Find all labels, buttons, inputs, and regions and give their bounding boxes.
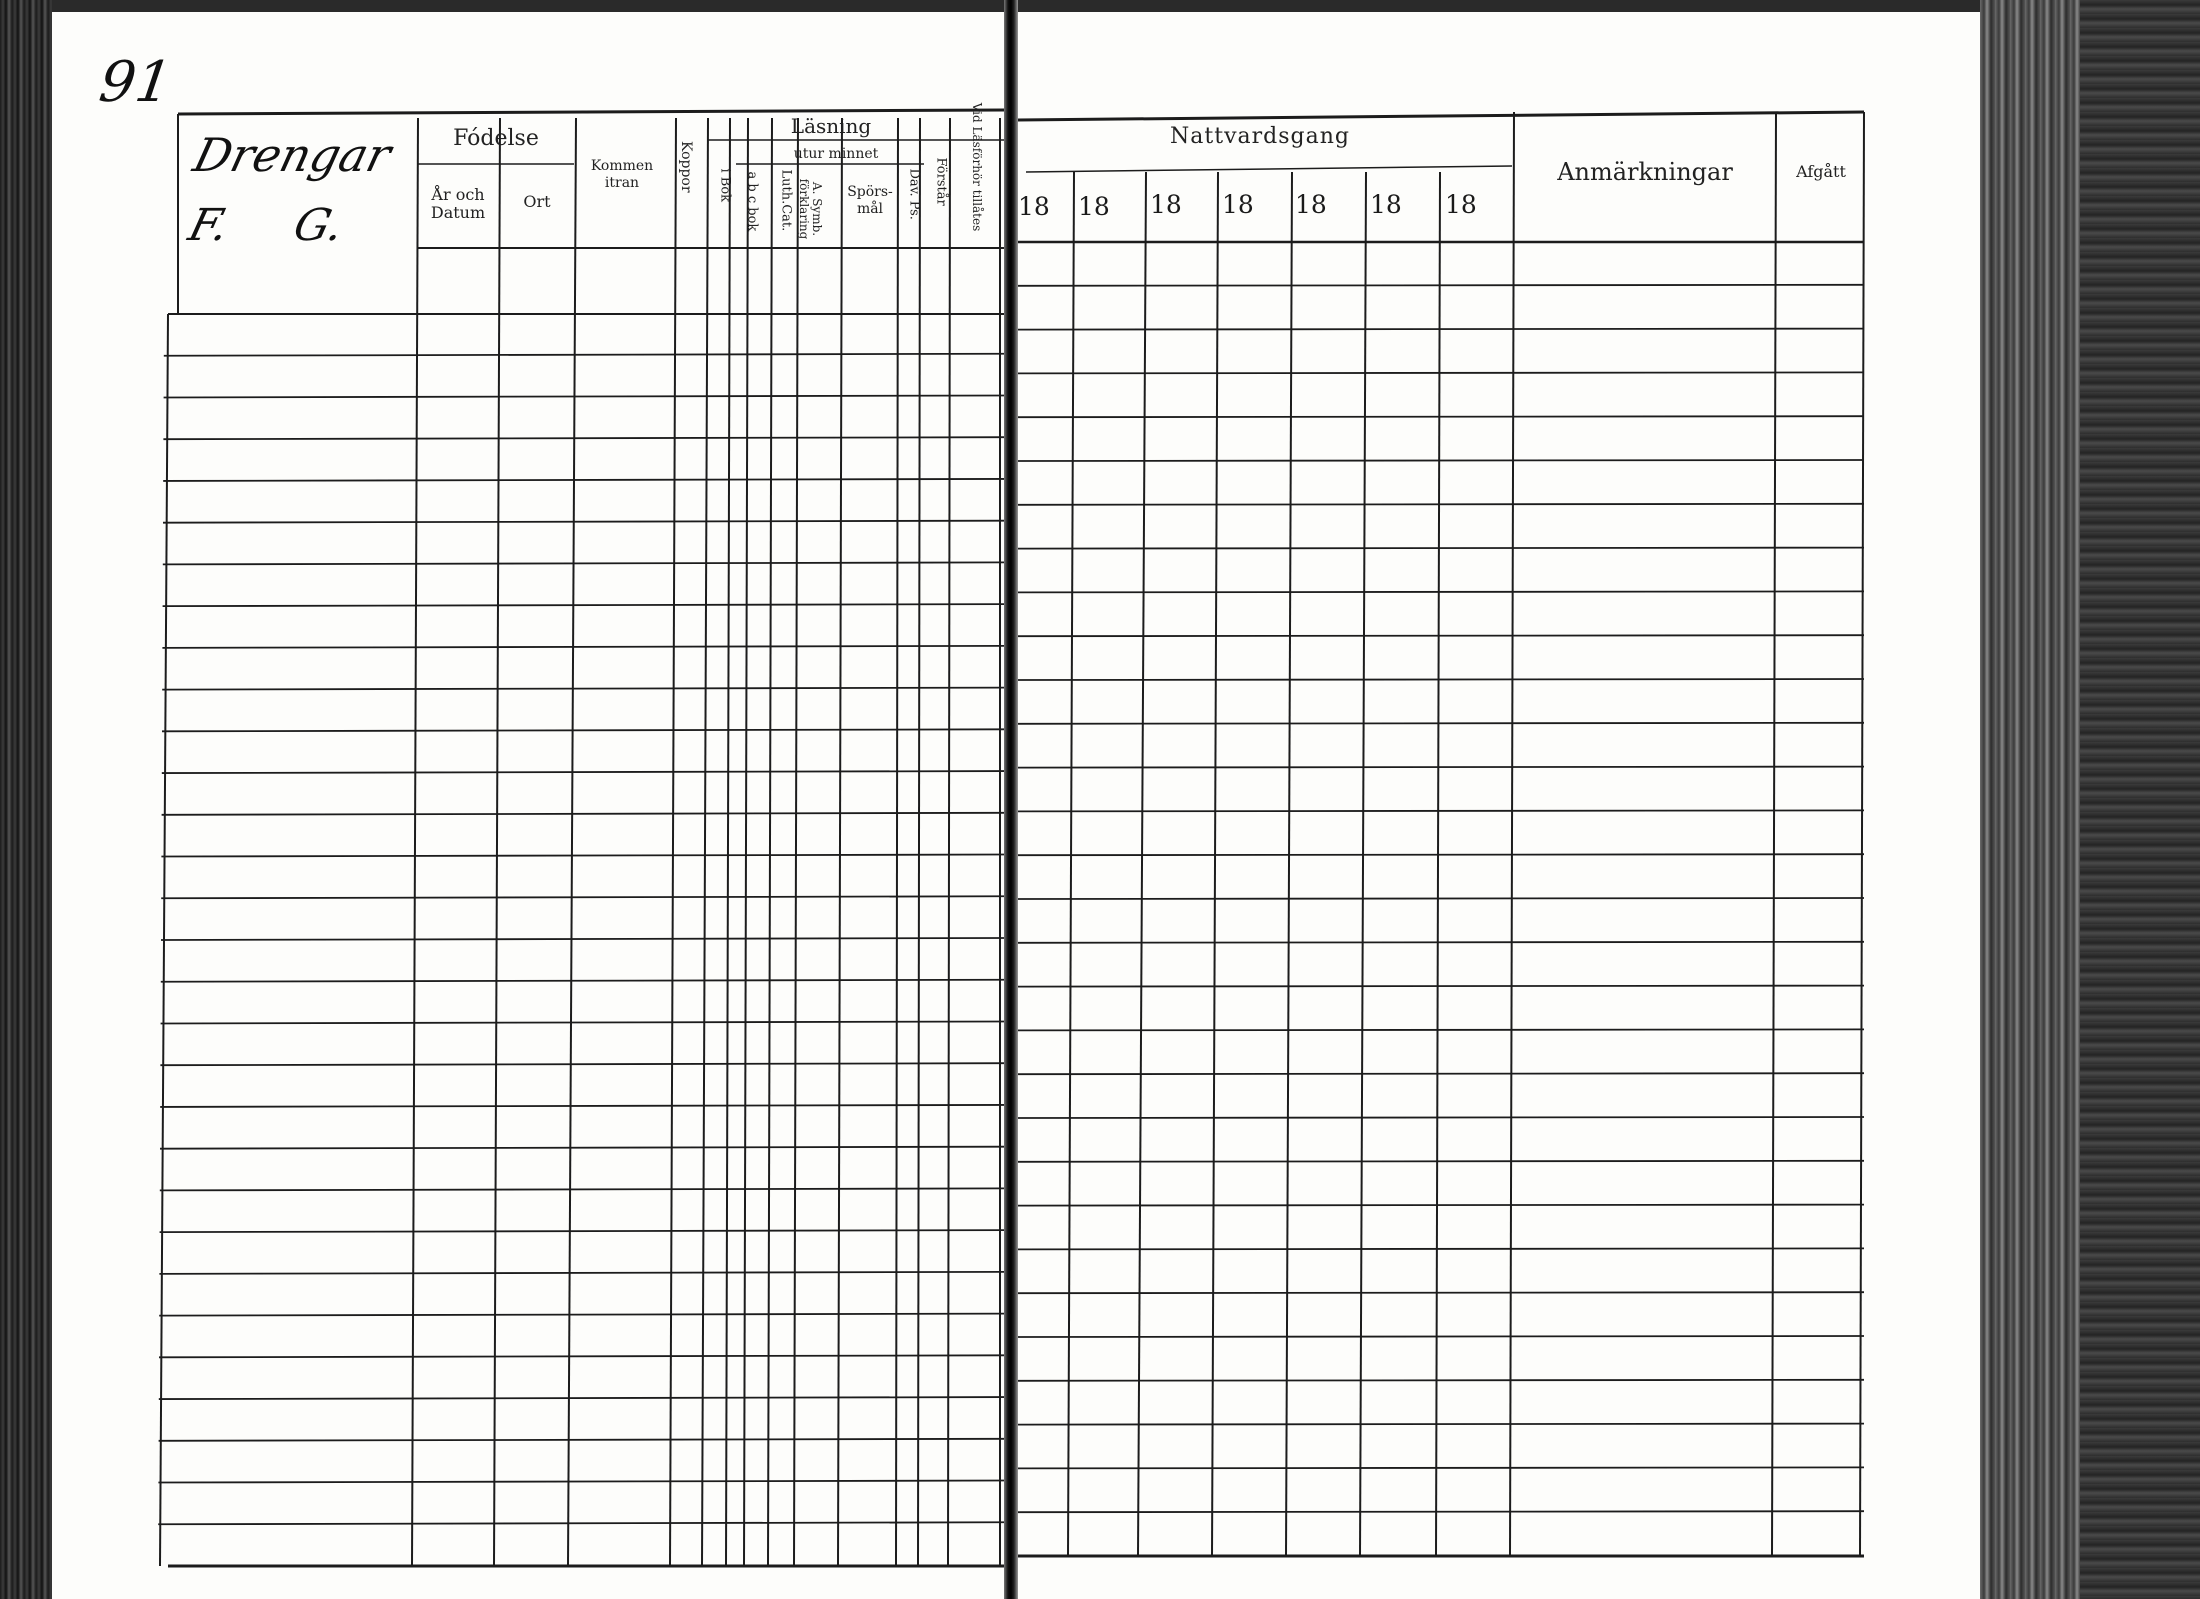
row-rule: [1018, 942, 1864, 943]
row-rule: [1018, 1380, 1864, 1381]
column-rule-2: [568, 118, 576, 1566]
row-rule: [159, 1397, 1004, 1399]
lasning-a-symb: A. Symb. förklaring: [797, 178, 824, 240]
row-rule: [160, 1147, 1004, 1149]
row-rule: [1018, 1424, 1864, 1425]
column-rule-0: [1068, 172, 1074, 1556]
row-rule: [160, 1230, 1004, 1232]
row-rule: [162, 729, 1004, 731]
row-rule: [164, 395, 1004, 397]
year-6: 18: [1370, 190, 1402, 219]
lasning-luth-cat: Luth.Cat.: [778, 169, 794, 232]
row-rule: [160, 1188, 1004, 1190]
left-grid: [158, 110, 1004, 1566]
column-rule-9: [838, 118, 842, 1566]
row-rule: [1018, 591, 1864, 592]
column-rule-1: [1138, 172, 1146, 1556]
column-rule-8: [794, 118, 798, 1566]
row-rule: [1018, 460, 1864, 461]
row-rule: [1018, 1467, 1864, 1468]
row-rule: [1018, 1248, 1864, 1249]
row-rule: [159, 1439, 1004, 1441]
kommunion-label: Kommen itran: [590, 158, 654, 191]
row-rule: [161, 938, 1004, 940]
row-rule: [162, 813, 1004, 815]
row-rule: [159, 1314, 1004, 1316]
row-rule: [1018, 504, 1864, 505]
row-rule: [1018, 679, 1864, 680]
row-rule: [161, 896, 1004, 898]
lasning-title: Läsning: [790, 114, 872, 138]
column-rule-7: [768, 118, 772, 1566]
row-rule: [161, 855, 1004, 857]
nattvardsgang-title: Nattvardsgang: [1170, 124, 1350, 149]
row-rule: [162, 771, 1004, 773]
row-rule: [1018, 635, 1864, 636]
lasning-sports-mal: Spörs-mål: [847, 184, 893, 217]
year-1: 18: [1018, 192, 1050, 221]
row-rule: [163, 604, 1004, 606]
row-rule: [1018, 767, 1864, 768]
nattvard-divider: [1026, 166, 1512, 172]
row-rule: [162, 688, 1004, 690]
right-grid: [1018, 112, 1864, 1556]
row-rule: [159, 1355, 1004, 1357]
column-rule-5: [1436, 172, 1440, 1556]
column-rule-10: [896, 118, 898, 1566]
row-rule: [163, 437, 1004, 439]
column-rule-1: [494, 118, 500, 1566]
year-2: 18: [1078, 192, 1110, 221]
mark-f: F.: [183, 200, 235, 251]
row-rule: [1018, 1511, 1864, 1512]
mark-g: G.: [288, 200, 349, 251]
row-rule: [164, 354, 1004, 356]
row-rule: [161, 1021, 1004, 1023]
row-rule: [1018, 416, 1864, 417]
row-rule: [161, 980, 1004, 982]
table-top-border: [1018, 112, 1864, 120]
row-rule: [163, 562, 1004, 564]
row-rule: [1018, 854, 1864, 855]
row-rule: [1018, 372, 1864, 373]
row-rule: [1018, 723, 1864, 724]
row-rule: [1018, 1029, 1864, 1030]
row-rule: [1018, 898, 1864, 899]
nattvard-tillats: Vid Läsförhör tillåtes: [970, 102, 984, 232]
row-rule: [1018, 1117, 1864, 1118]
page-number: 91: [95, 50, 176, 115]
column-rule-3: [1286, 172, 1292, 1556]
row-rule: [1018, 285, 1864, 286]
anmarkningar-title: Anmärkningar: [1557, 158, 1733, 186]
column-rule-12: [948, 118, 950, 1566]
row-rule: [1018, 1073, 1864, 1074]
column-rule-4: [702, 118, 708, 1566]
row-rule: [158, 1522, 1004, 1524]
fodelse-year-date: År och Datum: [430, 185, 486, 222]
row-rule: [1018, 1205, 1864, 1206]
column-rule-6: [744, 118, 748, 1566]
year-3: 18: [1150, 190, 1182, 219]
row-rule: [1018, 1161, 1864, 1162]
row-rule: [162, 646, 1004, 648]
fodelse-place: Ort: [523, 192, 551, 211]
koppor-label: Koppor: [678, 141, 694, 193]
section-heading: Drengar: [188, 128, 397, 182]
column-rule-3: [670, 118, 676, 1566]
lasning-dav-ps: Dav. Ps.: [906, 168, 922, 220]
column-rule-0: [412, 118, 418, 1566]
lasning-i-bok: i Bok: [717, 168, 733, 203]
row-rule: [1018, 548, 1864, 549]
afgatt-title: Afgått: [1796, 162, 1846, 181]
column-rule-5: [726, 118, 730, 1566]
row-rule: [160, 1063, 1004, 1065]
lasning-forstar: Förstår: [933, 157, 949, 206]
row-rule: [1018, 810, 1864, 811]
row-rule: [160, 1105, 1004, 1107]
lasning-subtitle: utur minnet: [793, 146, 879, 162]
row-rule: [1018, 1292, 1864, 1293]
year-5: 18: [1295, 190, 1327, 219]
column-rule-2: [1212, 172, 1218, 1556]
year-4: 18: [1222, 190, 1254, 219]
lasning-abc-bok: a b c bok: [744, 171, 760, 232]
row-rule: [1018, 986, 1864, 987]
year-7: 18: [1445, 190, 1477, 219]
row-rule: [159, 1272, 1004, 1274]
row-rule: [158, 1481, 1004, 1483]
fodelse-title: Fódelse: [453, 126, 539, 151]
column-rule-11: [918, 118, 920, 1566]
row-rule: [163, 479, 1004, 481]
column-rule-4: [1360, 172, 1366, 1556]
row-rule: [163, 521, 1004, 523]
row-rule: [1018, 1336, 1864, 1337]
row-rule: [1018, 329, 1864, 330]
